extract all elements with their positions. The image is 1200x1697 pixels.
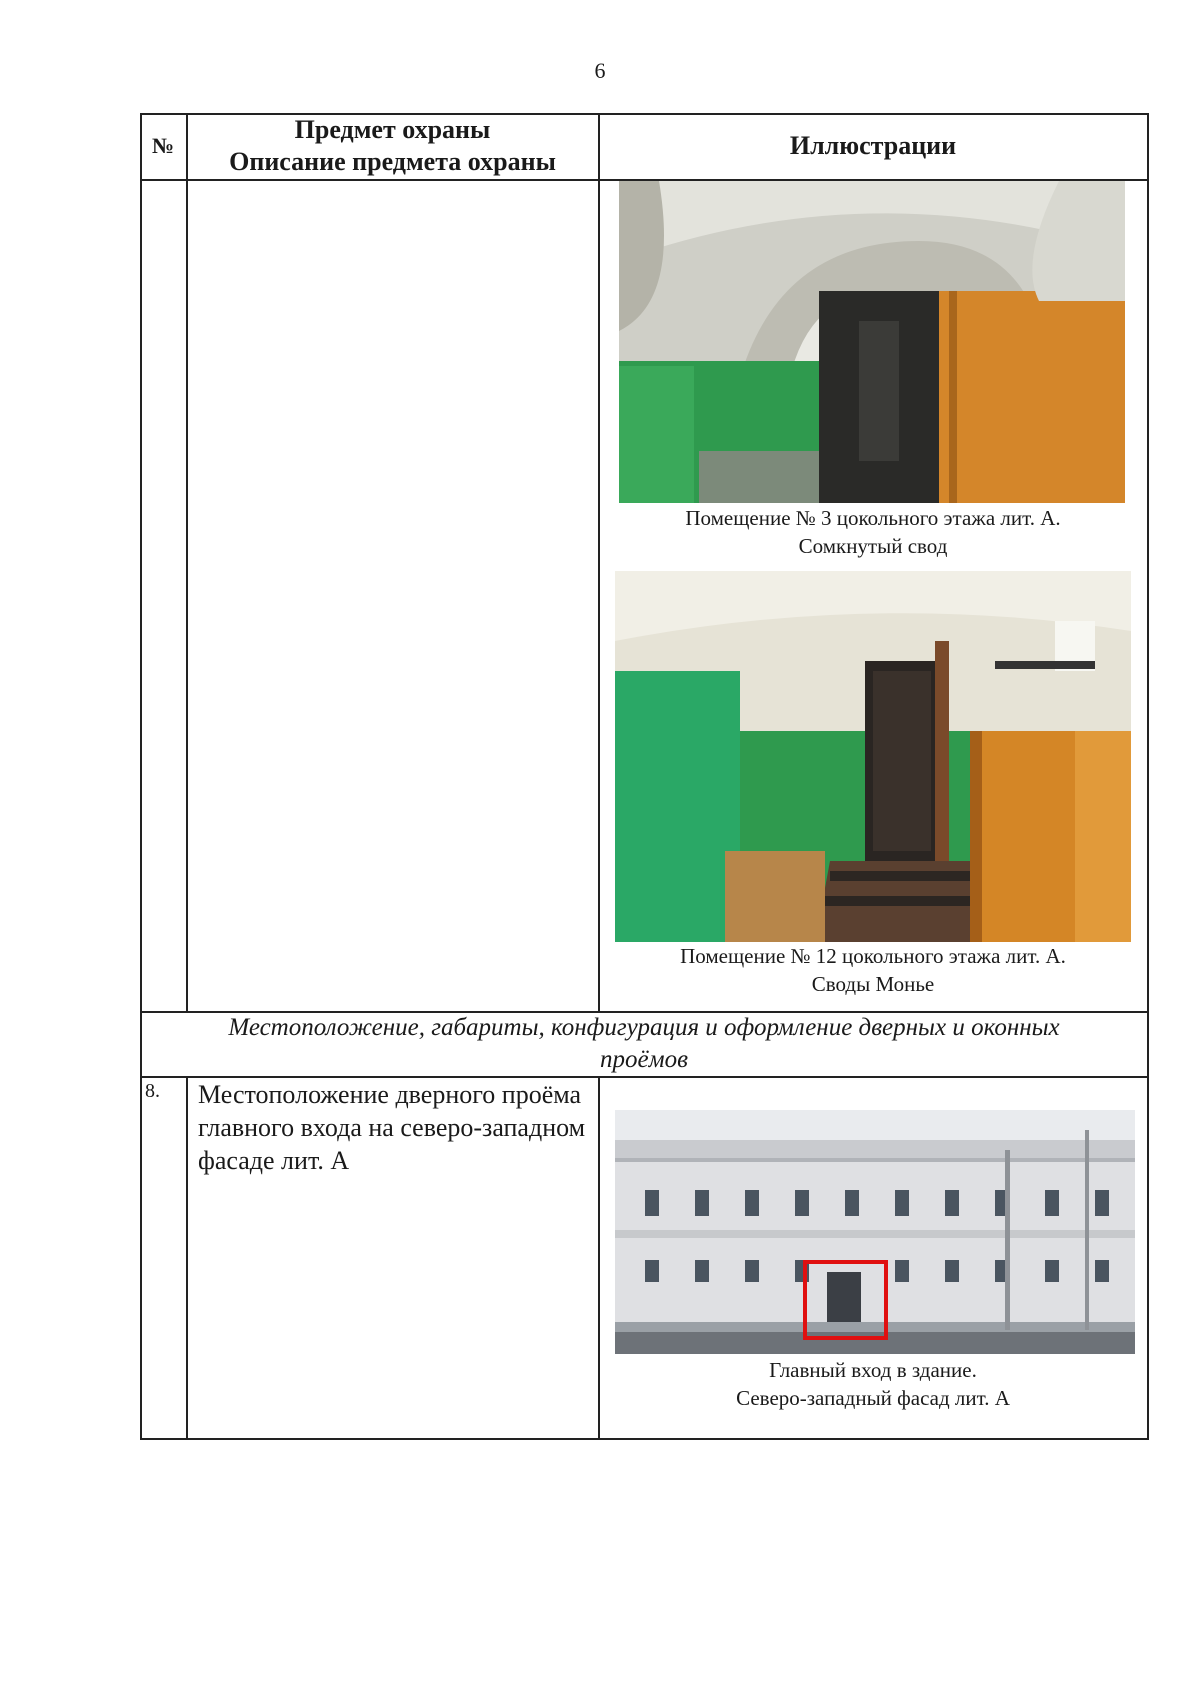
section-heading-line2: проёмов xyxy=(600,1046,688,1073)
row-number-8: 8. xyxy=(145,1080,160,1102)
column-header-illustrations: Иллюстрации xyxy=(789,131,957,160)
page-number: 6 xyxy=(594,58,606,83)
photo-caption-1-line1: Помещение № 3 цокольного этажа лит. А. xyxy=(685,506,1061,530)
section-heading-line1: Местоположение, габариты, конфигурация и оформление дверных и оконных xyxy=(228,1014,1060,1041)
column-header-subject-title: Предмет охраны xyxy=(294,115,491,144)
column-header-subject-description: Описание предмета охраны xyxy=(229,147,556,176)
basement-corridor-photo xyxy=(615,571,1131,942)
photo-caption-1 xyxy=(599,504,1147,560)
building-facade-photo xyxy=(615,1110,1135,1354)
photo-caption-2 xyxy=(599,942,1147,998)
column-header-number: № xyxy=(151,133,175,158)
photo-caption-3 xyxy=(599,1356,1147,1412)
photo-caption-3-line1: Главный вход в здание. xyxy=(769,1358,977,1382)
photo-caption-2-line2: Своды Монье xyxy=(811,972,935,996)
photo-caption-2-line1: Помещение № 12 цокольного этажа лит. А. xyxy=(680,944,1066,968)
column-header-subject xyxy=(187,113,598,179)
section-heading xyxy=(142,1012,1146,1076)
row-description-8: Местоположение дверного проёма главного входа на северо-западном фасаде лит. А xyxy=(198,1080,586,1175)
photo-caption-3-line2: Северо-западный фасад лит. А xyxy=(736,1386,1010,1410)
photo-caption-1-line2: Сомкнутый свод xyxy=(798,534,948,558)
vaulted-basement-room-photo xyxy=(619,181,1125,503)
